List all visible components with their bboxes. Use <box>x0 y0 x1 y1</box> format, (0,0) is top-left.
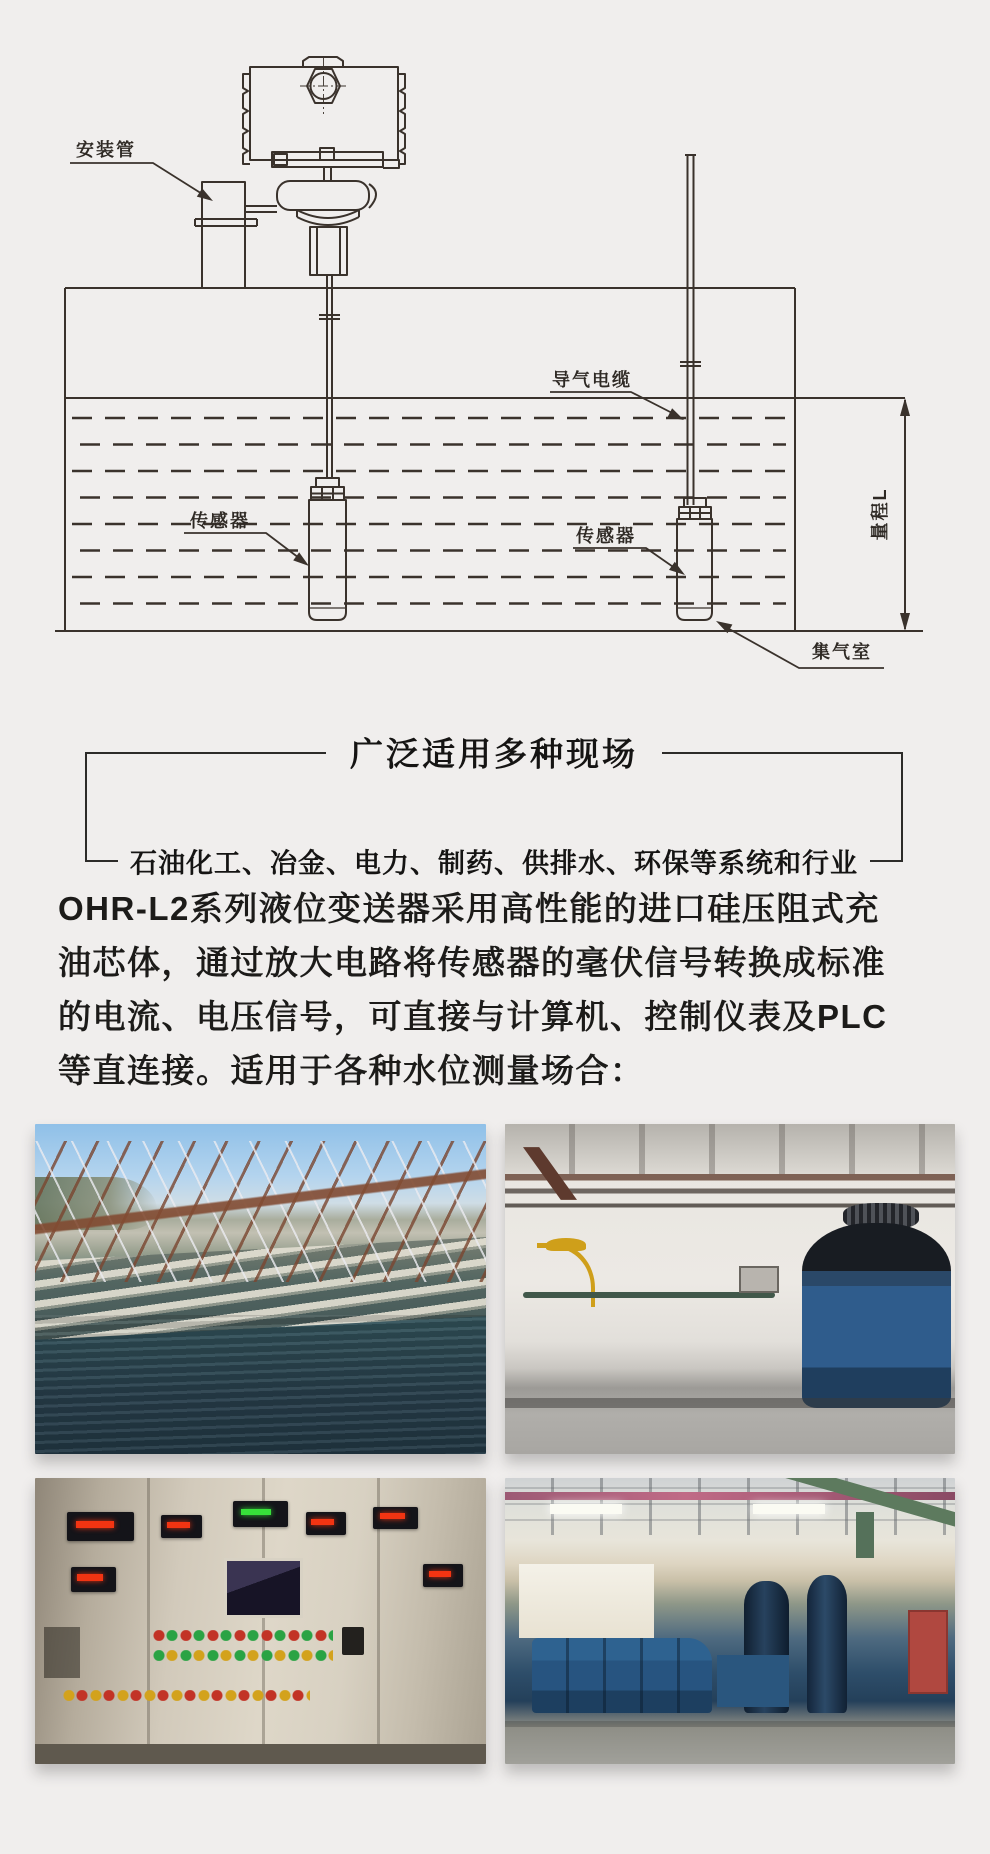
applications-title: 广泛适用多种现场 <box>326 729 662 776</box>
description-line-2: 油芯体，通过放大电路将传感器的毫伏信号转换成标准 <box>58 944 886 981</box>
photo4-compressor <box>532 1638 712 1712</box>
photo3-controller <box>67 1512 135 1541</box>
photo3-controller <box>373 1507 418 1530</box>
photo1-water <box>35 1315 486 1454</box>
photo3-button-row <box>152 1630 332 1641</box>
photo3-controller <box>233 1501 287 1527</box>
description-line-4: 等直连接。适用于各种水位测量场合： <box>58 1052 645 1089</box>
photo3-controller <box>161 1515 202 1538</box>
photo3-switch <box>342 1627 365 1656</box>
mounting-pipe-callout <box>70 139 213 201</box>
photo3-cabinet-gap <box>44 1627 80 1678</box>
photo3-button-row <box>62 1690 310 1701</box>
photo2-reactor-vessel <box>802 1223 951 1408</box>
photo3-button-row <box>152 1650 332 1661</box>
photo2-shower-head <box>546 1238 587 1251</box>
transmitter-head-drawing <box>243 57 405 275</box>
installation-diagram <box>0 0 990 712</box>
photo2-ceiling <box>505 1124 955 1174</box>
photo2-junction-box <box>739 1266 779 1293</box>
photo-water-treatment-plant <box>35 1124 486 1454</box>
sensor-left-label: 传感器 <box>190 511 250 531</box>
photo-compressor-hall <box>505 1478 955 1764</box>
gas-chamber-callout <box>716 621 884 668</box>
range-dimension <box>869 398 910 631</box>
gas-chamber-label: 集气室 <box>812 642 872 662</box>
photo4-light <box>753 1504 825 1514</box>
photo1-truss-bridge <box>35 1141 486 1283</box>
photo2-floor-shadow <box>505 1398 955 1408</box>
product-description <box>58 882 948 1098</box>
tank-outline <box>55 288 923 631</box>
photo3-floor <box>35 1744 486 1764</box>
photo-reactor-workshop <box>505 1124 955 1454</box>
air-cable-label: 导气电缆 <box>552 370 632 390</box>
photo3-controller <box>423 1564 464 1587</box>
description-line-3: 的电流、电压信号，可直接与计算机、控制仪表及PLC <box>58 998 888 1035</box>
photo2-green-pipe <box>523 1292 775 1297</box>
photo4-window-wall <box>519 1564 654 1638</box>
photo3-display-screen <box>224 1558 302 1618</box>
air-cable-callout <box>550 369 684 420</box>
photo-control-panels <box>35 1478 486 1764</box>
photo4-floor-line <box>505 1721 955 1727</box>
photo4-green-riser <box>856 1512 874 1558</box>
photo4-light <box>550 1504 622 1514</box>
mounting-pipe-label: 安装管 <box>76 140 136 160</box>
photo4-compressor <box>717 1655 789 1706</box>
applications-subtitle: 石油化工、冶金、电力、制药、供排水、环保等系统和行业 <box>118 841 870 880</box>
applications-header-box <box>85 735 903 879</box>
range-label: 量程L <box>870 487 890 541</box>
photo4-tank <box>807 1575 848 1712</box>
photo3-controller <box>306 1512 347 1535</box>
photo4-red-cabinet <box>908 1610 948 1694</box>
left-cable-probe-drawing <box>309 275 346 620</box>
sensor-right-label: 传感器 <box>576 526 636 546</box>
sensor-left-callout <box>184 510 309 566</box>
photo3-controller <box>71 1567 116 1593</box>
description-line-1: OHR-L2系列液位变送器采用高性能的进口硅压阻式充 <box>58 890 880 927</box>
